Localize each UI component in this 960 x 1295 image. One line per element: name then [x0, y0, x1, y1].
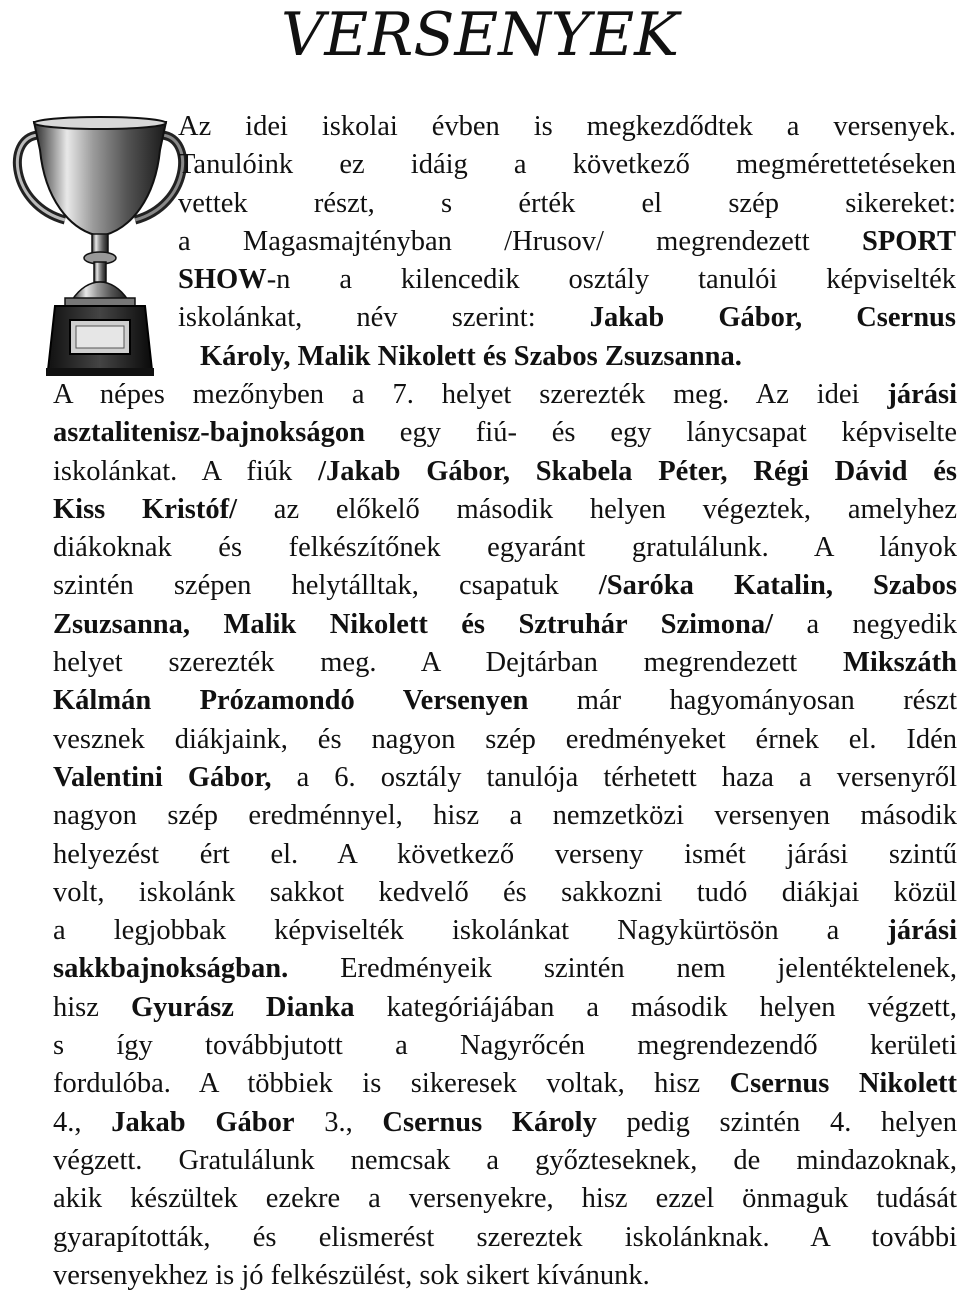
text-run: vettek részt, s érték el szép sikereket: [178, 187, 956, 219]
text-line [53, 836, 957, 874]
text-run: a Magasmajtényban /Hrusov/ megrendezett [178, 225, 862, 257]
text-run: iskolánkat. A fiúk [53, 455, 319, 487]
text-line [53, 1104, 957, 1142]
text-run: helyezést ért el. A következő verseny ismét járási szintű [53, 838, 957, 870]
bold-text: Jakab Gábor, Csernus [589, 302, 956, 334]
text-run: már hagyományosan részt [528, 685, 957, 717]
text-run: Az idei iskolai évben is megkezdődtek a versenyek. [178, 111, 956, 142]
text-line [53, 644, 957, 682]
text-line [178, 261, 956, 299]
bold-text: Csernus Nikolett [729, 1068, 957, 1100]
text-line [53, 529, 957, 567]
text-line [53, 567, 957, 605]
text-line [53, 874, 957, 912]
bold-text: Csernus Károly [382, 1106, 597, 1138]
bold-text: /Saróka Katalin, Szabos [598, 570, 957, 602]
text-run: A népes mezőnyben a 7. helyet szerezték meg. Az idei [53, 379, 888, 410]
text-run: hisz [53, 991, 131, 1023]
text-run: fordulóba. A többiek is sikeresek voltak, hisz [53, 1068, 730, 1100]
text-line [53, 453, 957, 491]
text-run: pedig szintén 4. helyen [596, 1106, 958, 1138]
bold-text: Kiss Kristóf/ [53, 493, 238, 525]
text-run: nagyon szép eredménnyel, hisz a nemzetközi versenyen második [53, 800, 957, 832]
text-run: helyet szerezték meg. A Dejtárban megrendezett [53, 647, 843, 679]
text-line [53, 1142, 957, 1180]
text-line [53, 912, 957, 950]
text-run: egy fiú- és egy lánycsapat képviselte [364, 417, 957, 449]
text-line [178, 299, 956, 337]
page-title: VERSENYEK [281, 0, 679, 70]
bold-text: járási [887, 379, 957, 410]
text-run: vesznek diákjaink, és nagyon szép eredményeket érnek el. Idén [53, 723, 957, 755]
text-run: diákoknak és felkészítőnek egyaránt gratulálunk. A lányok [53, 532, 957, 564]
text-run: 4., [53, 1106, 112, 1138]
bold-text: Mikszáth [843, 647, 957, 679]
text-run: versenyekhez is jó felkészülést, sok sikert kívánunk. [53, 1259, 650, 1291]
bold-text: Zsuzsanna, Malik Nikolett és Sztruhár Szimona/ [53, 608, 774, 640]
text-run: iskolánkat, név szerint: [178, 302, 590, 334]
text-run: gyarapították, és elismerést szereztek iskolánknak. A további [53, 1221, 957, 1253]
text-line [53, 989, 957, 1027]
text-line [178, 108, 956, 146]
bold-text: Jakab Gábor [111, 1106, 295, 1138]
text-line [53, 950, 957, 988]
text-line [178, 223, 956, 261]
body-paragraph [53, 376, 957, 1295]
bold-text: járási [887, 915, 957, 947]
text-run: a negyedik [773, 608, 957, 640]
text-run: Tanulóink ez idáig a következő megmérettetéseken [178, 149, 956, 181]
text-run: a 6. osztály tanulója térhetett haza a versenyről [271, 761, 957, 793]
text-line [53, 606, 957, 644]
text-line [53, 1065, 957, 1103]
text-run: végzett. Gratulálunk nemcsak a győzteseknek, de mindazoknak, [53, 1144, 957, 1176]
text-line [53, 376, 957, 414]
bold-text: Gyurász Dianka [130, 991, 355, 1023]
text-line [53, 682, 957, 720]
text-run: 3., [294, 1106, 383, 1138]
text-run: az előkelő második helyen végeztek, amelyhez [237, 493, 957, 525]
bold-text: Károly, Malik Nikolett és Szabos Zsuzsanna. [200, 340, 742, 372]
bold-text: SPORT [861, 225, 956, 257]
text-line [178, 338, 956, 376]
text-line [53, 1027, 957, 1065]
text-line [53, 491, 957, 529]
text-line [53, 797, 957, 835]
text-run: volt, iskolánk sakkot kedvelő és sakkozni tudó diákjai közül [53, 876, 957, 908]
text-run: kategóriájában a második helyen végzett, [354, 991, 957, 1023]
text-line [53, 1219, 957, 1257]
text-line [53, 414, 957, 452]
intro-paragraph [178, 108, 956, 376]
text-run: -n a kilencedik osztály tanulói képviselték [266, 264, 956, 296]
bold-text: Kálmán Prózamondó Versenyen [53, 685, 529, 717]
bold-text: Valentini Gábor, [53, 761, 272, 793]
bold-text: asztalitenisz-bajnokságon [53, 417, 365, 449]
text-line [178, 146, 956, 184]
text-run: a legjobbak képviselték iskolánkat Nagykürtösön a [53, 915, 888, 947]
text-run: szintén szépen helytálltak, csapatuk [53, 570, 599, 602]
text-run: akik készültek ezekre a versenyekre, hisz ezzel önmaguk tudását [53, 1183, 957, 1215]
bold-text: sakkbajnokságban. [53, 953, 289, 985]
text-line [53, 721, 957, 759]
text-line [53, 1257, 957, 1295]
trophy-cup-icon [10, 110, 190, 380]
text-run: Eredményeik szintén nem jelentéktelenek, [288, 953, 957, 985]
text-run: s így továbbjutott a Nagyrőcén megrendezendő kerületi [53, 1030, 957, 1062]
bold-text: /Jakab Gábor, Skabela Péter, Régi Dávid és [318, 455, 957, 487]
bold-text: SHOW [178, 264, 267, 296]
text-line [53, 1180, 957, 1218]
text-line [178, 185, 956, 223]
text-line [53, 759, 957, 797]
